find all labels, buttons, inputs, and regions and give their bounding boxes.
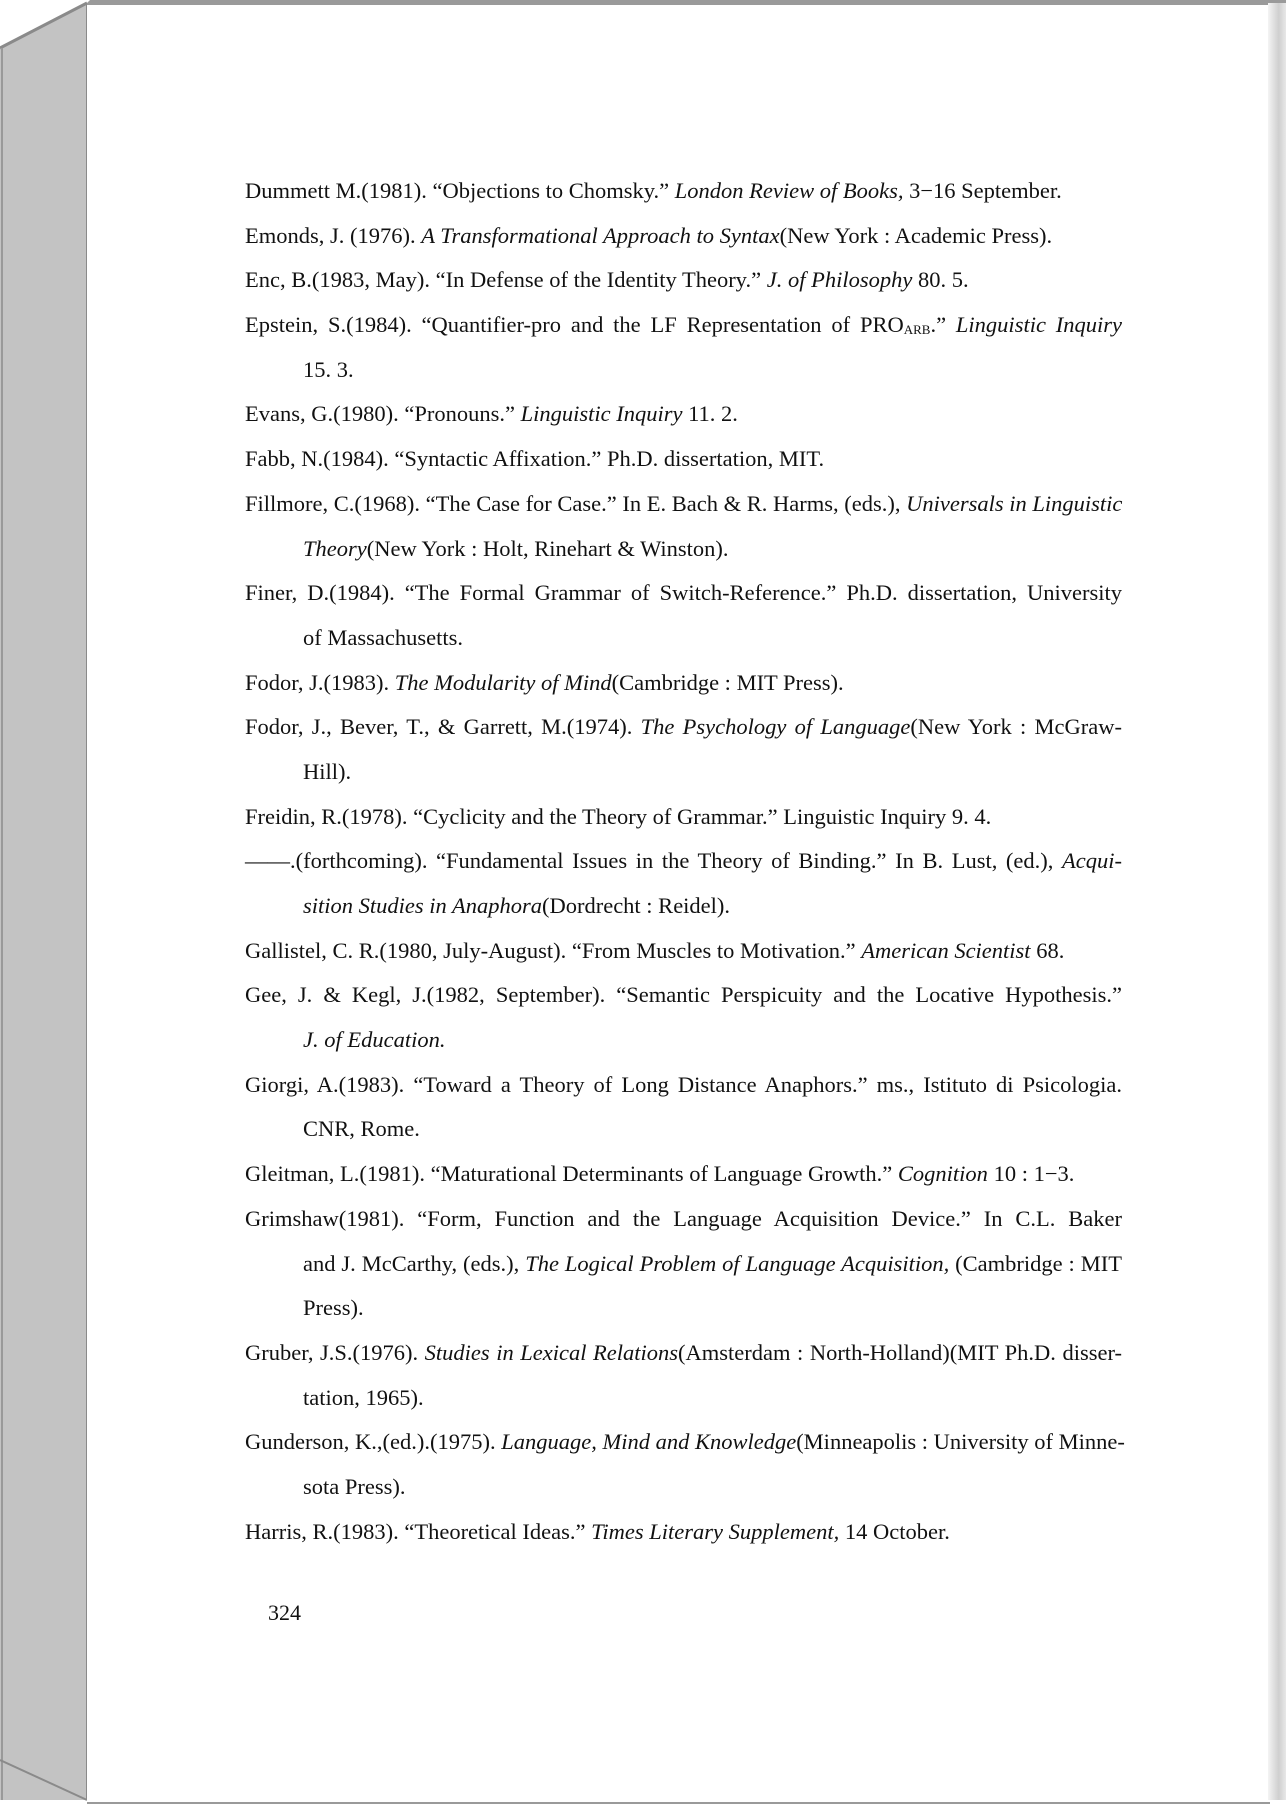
italic-title-text: Studies in Lexical Relations	[424, 1339, 679, 1365]
reference-entry	[245, 303, 1122, 392]
reference-text: (Minneapolis : University of Minne-	[796, 1429, 1125, 1455]
italic-title-text: Linguistic Inquiry	[955, 312, 1123, 338]
reference-line	[245, 571, 1122, 616]
reference-line	[245, 437, 1122, 482]
reference-text: CNR, Rome.	[303, 1116, 420, 1142]
reference-entry	[245, 1420, 1125, 1509]
reference-line	[245, 348, 1122, 393]
italic-title-text: The Modularity of Mind	[394, 669, 612, 695]
reference-line	[245, 1420, 1125, 1465]
italic-title-text: J. of Philosophy	[766, 267, 913, 293]
reference-text: 10 : 1−3.	[987, 1161, 1075, 1187]
reference-line	[245, 258, 1122, 303]
reference-line	[245, 973, 1122, 1018]
reference-text: Press).	[303, 1295, 364, 1321]
reference-text: sota Press).	[303, 1473, 406, 1499]
reference-line	[245, 929, 1122, 974]
italic-title-text: Acqui-	[1062, 848, 1122, 874]
page-number: 324	[268, 1600, 301, 1625]
reference-text: Hill).	[303, 758, 352, 784]
reference-text: (New York : McGraw-	[910, 714, 1122, 740]
reference-list	[245, 169, 1125, 1554]
reference-text: 68.	[1030, 937, 1065, 963]
reference-line	[245, 1286, 1122, 1331]
reference-entry	[245, 169, 1122, 214]
italic-title-text: Times Literary Supplement,	[591, 1518, 840, 1544]
italic-title-text: The Logical Problem of Language Acquisition,	[525, 1250, 950, 1276]
reference-entry	[245, 571, 1122, 660]
reference-text: 14 October.	[839, 1518, 950, 1544]
reference-line	[245, 1107, 1122, 1152]
reference-line	[245, 392, 1122, 437]
reference-entry	[245, 839, 1122, 928]
reference-text: Gruber, J.S.(1976).	[245, 1339, 425, 1365]
italic-title-text: The Psychology of Language	[640, 714, 911, 740]
reference-entry	[245, 1152, 1122, 1197]
italic-title-text: Theory	[303, 535, 367, 561]
reference-line	[245, 750, 1122, 795]
reference-entry	[245, 258, 1122, 303]
reference-text: (Amsterdam : North-Holland)(MIT Ph.D. disser-	[678, 1339, 1122, 1365]
reference-text: Harris, R.(1983). “Theoretical Ideas.”	[245, 1518, 592, 1544]
reference-text: (Cambridge : MIT	[949, 1250, 1122, 1276]
reference-entry	[245, 973, 1122, 1062]
reference-text: 3−16 September.	[903, 178, 1062, 203]
reference-line	[245, 527, 1122, 572]
italic-title-text: sition Studies in Anaphora	[303, 893, 542, 918]
reference-line	[245, 616, 1122, 661]
reference-line	[245, 884, 1122, 929]
reference-text: of Massachusetts.	[303, 624, 463, 650]
reference-text: 80. 5.	[912, 267, 969, 293]
reference-line	[245, 169, 1122, 214]
reference-line	[245, 1510, 1122, 1555]
reference-text: Gallistel, C. R.(1980, July-August). “From Muscles to Motivation.”	[245, 937, 862, 963]
reference-line	[245, 1197, 1122, 1242]
reference-text: Gunderson, K.,(ed.).(1975).	[245, 1429, 502, 1455]
reference-line	[245, 1465, 1122, 1510]
reference-text: Evans, G.(1980). “Pronouns.”	[245, 401, 521, 427]
reference-text: .”	[930, 312, 956, 338]
reference-entry	[245, 392, 1122, 437]
reference-text: Epstein, S.(1984). “Quantifier-pro and the LF Representation of PRO	[245, 312, 904, 338]
reference-text: Enc, B.(1983, May). “In Defense of the Identity Theory.”	[245, 267, 767, 293]
italic-title-text: A Transformational Approach to Syntax	[421, 222, 780, 248]
page-edge-shadow	[1268, 3, 1286, 1800]
italic-title-text: Universals in Linguistic	[906, 490, 1123, 516]
reference-entry	[245, 482, 1122, 571]
reference-entry	[245, 661, 1122, 706]
reference-text: Fabb, N.(1984). “Syntactic Affixation.” Ph.D. dissertation, MIT.	[245, 446, 825, 472]
reference-line	[245, 1063, 1122, 1108]
reference-text: ——.(forthcoming). “Fundamental Issues in the Theory of Binding.” In B. Lust, (ed.),	[245, 848, 1063, 874]
reference-entry	[245, 1197, 1122, 1331]
reference-text: (Dordrecht : Reidel).	[541, 893, 731, 918]
italic-title-text: American Scientist	[861, 937, 1031, 963]
reference-text: Fodor, J.(1983).	[245, 669, 395, 695]
reference-entry	[245, 1510, 1122, 1555]
reference-text: (New York : Holt, Rinehart & Winston).	[366, 535, 729, 561]
reference-text: tation, 1965).	[303, 1384, 424, 1410]
reference-line	[245, 1242, 1122, 1287]
subscript-text: ARB	[903, 322, 931, 338]
reference-line	[245, 1152, 1122, 1197]
reference-text: Emonds, J. (1976).	[245, 222, 422, 248]
italic-title-text: Language, Mind and Knowledge	[501, 1429, 797, 1455]
reference-text: 11. 2.	[682, 401, 738, 427]
reference-entry	[245, 929, 1122, 974]
italic-title-text: J. of Education.	[303, 1027, 446, 1053]
reference-text: 15. 3.	[303, 356, 354, 382]
reference-text: and J. McCarthy, (eds.),	[303, 1250, 526, 1276]
reference-line	[245, 1018, 1122, 1063]
reference-line	[245, 839, 1122, 884]
reference-entry	[245, 437, 1122, 482]
reference-line	[245, 795, 1122, 840]
reference-text: Grimshaw(1981). “Form, Function and the Language Acquisition Device.” In C.L. Baker	[245, 1205, 1122, 1231]
reference-text: Gleitman, L.(1981). “Maturational Determinants of Language Growth.”	[245, 1161, 898, 1187]
reference-text: Gee, J. & Kegl, J.(1982, September). “Semantic Perspicuity and the Locative Hypothesis.”	[245, 982, 1122, 1008]
reference-line	[245, 303, 1122, 348]
italic-title-text: Linguistic Inquiry	[520, 401, 683, 427]
reference-line	[245, 1331, 1122, 1376]
reference-text: Giorgi, A.(1983). “Toward a Theory of Long Distance Anaphors.” ms., Istituto di Psicologia.	[245, 1071, 1122, 1097]
reference-line	[245, 482, 1122, 527]
reference-text: Finer, D.(1984). “The Formal Grammar of Switch-Reference.” Ph.D. dissertation, University	[245, 580, 1122, 606]
reference-text: Freidin, R.(1978). “Cyclicity and the Theory of Grammar.” Linguistic Inquiry 9. 4.	[245, 803, 992, 829]
reference-line	[245, 214, 1122, 259]
reference-text: Dummett M.(1981). “Objections to Chomsky.”	[245, 178, 675, 203]
reference-line	[245, 661, 1122, 706]
reference-text: Fillmore, C.(1968). “The Case for Case.” In E. Bach & R. Harms, (eds.),	[245, 490, 907, 516]
reference-entry	[245, 705, 1122, 794]
reference-text: Fodor, J., Bever, T., & Garrett, M.(1974).	[245, 714, 641, 740]
reference-line	[245, 1376, 1122, 1421]
reference-entry	[245, 1331, 1122, 1420]
reference-line	[245, 705, 1122, 750]
reference-text: (Cambridge : MIT Press).	[611, 669, 844, 695]
reference-text: (New York : Academic Press).	[779, 222, 1053, 248]
reference-entry	[245, 214, 1122, 259]
reference-entry	[245, 1063, 1122, 1152]
italic-title-text: Cognition	[897, 1161, 988, 1187]
italic-title-text: London Review of Books,	[674, 178, 904, 203]
reference-entry	[245, 795, 1122, 840]
